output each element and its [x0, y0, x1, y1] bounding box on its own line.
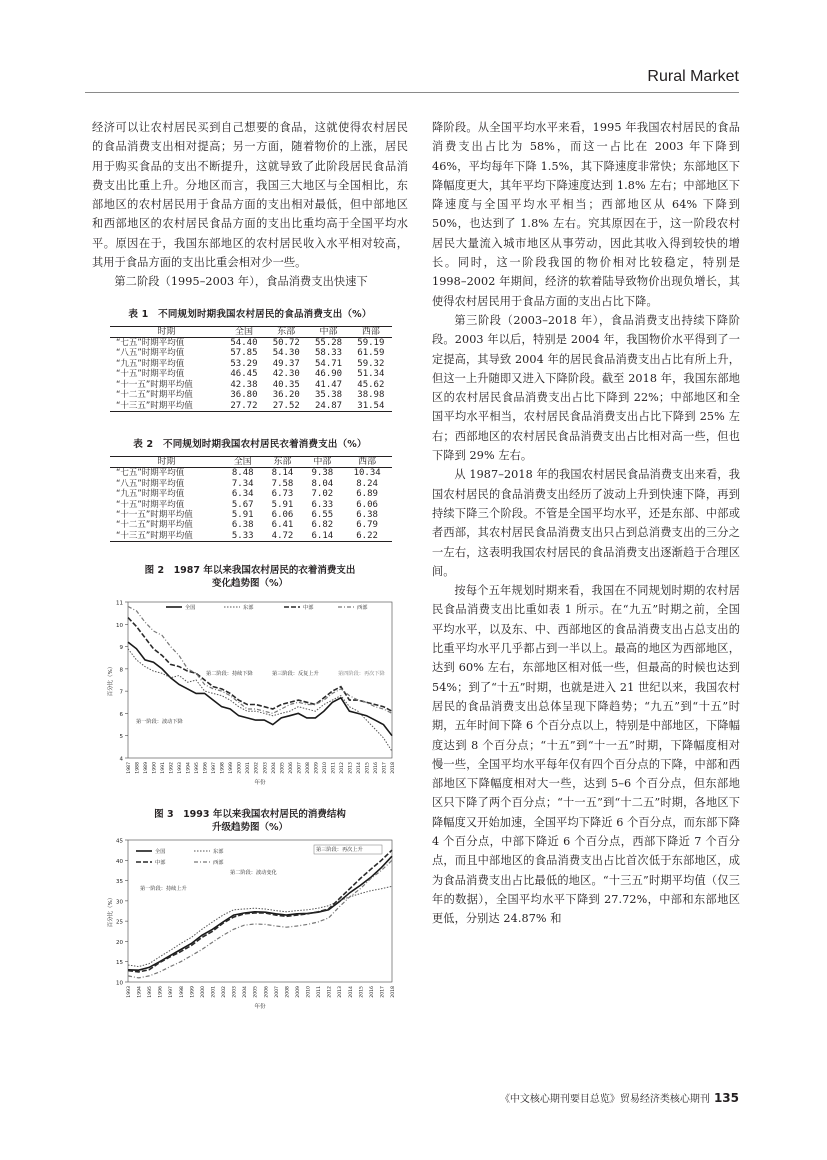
table-cell: 46.45 [230, 369, 258, 380]
table-cell: 54.40 [230, 338, 258, 349]
x-tick-label: 1998 [179, 986, 185, 998]
table-cell: “十五”时期平均值 [116, 369, 185, 380]
legend-label: 全国 [185, 605, 196, 612]
table2 [110, 456, 392, 542]
series-line-2 [128, 886, 392, 966]
table-cell: “十三五”时期平均值 [116, 530, 193, 541]
x-tick-label: 1998 [220, 762, 226, 774]
paragraph: 降阶段。从全国平均水平来看，1995 年我国农村居民的食品消费支出占比为 58%，而这一占比在 2003 年下降到 46%，平均每年下降 1.5%，其下降速度非常快；东部地区下降幅度更大，其年平均下降速度达到 1.8% 左右；中部地区下降速度与全国平均水平相当；西部地区从 64% 下降到 50%，也达到了 1.8% 左右。究其原因在于，这一阶段农村居民大量流入城市地区从事劳动，因此其收入得到较快的增长。同时，这一阶段我国的物价相对比较稳定，特别是 1998–2002 年期间，经济的软着陆导致物价出现负增长，其使得农村居民用于食品方面的支出占比下降。 [432, 121, 740, 308]
table-cell: 7.02 [311, 489, 334, 500]
table-cell: 6.89 [356, 489, 378, 500]
table-cell: 51.34 [357, 369, 385, 380]
table-row [110, 479, 392, 489]
x-tick-label: 1999 [190, 986, 196, 998]
x-tick-label: 1997 [169, 986, 175, 998]
table-cell: 8.04 [311, 478, 334, 489]
x-tick-label: 2012 [339, 762, 345, 774]
table-cell: “九五”时期平均值 [116, 489, 185, 500]
footer-journal: 《中文核心期刊要目总览》贸易经济类核心期刊 [499, 1094, 710, 1105]
table-cell: 5.67 [231, 499, 254, 510]
x-tick-label: 1991 [161, 762, 167, 774]
legend-label: 中部 [155, 860, 166, 867]
x-tick-label: 2013 [348, 762, 354, 774]
y-tick-label: 35 [116, 879, 123, 886]
y-tick-label: 6 [119, 712, 123, 719]
y-tick-label: 11 [116, 600, 123, 607]
table-row [110, 359, 392, 369]
table-cell: 50.72 [272, 338, 300, 349]
x-tick-label: 2008 [285, 986, 291, 998]
table-header: 全国 [233, 456, 252, 467]
x-tick-label: 2009 [295, 986, 301, 998]
x-tick-label: 1995 [148, 986, 154, 998]
table-cell: “八五”时期平均值 [116, 478, 185, 489]
x-tick-label: 2009 [314, 762, 320, 774]
phase-annotation: 第三阶段：反复上升 [272, 671, 319, 678]
table-row [110, 520, 392, 530]
table-cell: 36.20 [272, 390, 300, 401]
x-tick-label: 1993 [178, 762, 184, 774]
table-cell: 55.28 [314, 338, 343, 349]
series-line-3 [128, 850, 392, 972]
table-header: 东部 [277, 326, 296, 337]
table-cell: 5.91 [231, 509, 254, 520]
table-cell: 27.72 [230, 400, 258, 411]
x-tick-label: 2016 [369, 986, 375, 998]
x-tick-label: 2017 [380, 986, 386, 998]
table-cell: 7.58 [271, 478, 294, 489]
x-tick-label: 2001 [246, 762, 252, 774]
table-header: 中部 [319, 326, 338, 337]
table-cell: 54.30 [272, 348, 300, 359]
x-tick-label: 1989 [144, 762, 150, 774]
y-tick-label: 7 [119, 689, 123, 696]
phase-annotation: 第一阶段：持续上升 [140, 886, 187, 893]
table-cell: 27.52 [272, 400, 300, 411]
legend-label: 中部 [303, 605, 314, 612]
table-cell: 6.73 [271, 489, 294, 500]
x-tick-label: 2014 [356, 762, 362, 774]
table-cell: 59.19 [357, 338, 385, 349]
x-tick-label: 2010 [306, 986, 312, 998]
y-tick-label: 10 [116, 622, 123, 629]
table-cell: 9.38 [311, 468, 334, 479]
x-tick-label: 2008 [305, 762, 311, 774]
table-row [110, 390, 392, 400]
x-tick-label: 2007 [274, 986, 280, 998]
table-cell: “十二五”时期平均值 [116, 390, 193, 401]
phase-annotation: 第二阶段：波动变化 [230, 870, 277, 877]
table-cell: 42.38 [230, 379, 258, 390]
table-cell: 4.72 [271, 530, 294, 541]
table-cell: “七五”时期平均值 [116, 468, 185, 479]
table-header: 中部 [313, 456, 332, 467]
x-tick-label: 2010 [322, 762, 328, 774]
x-axis-label: 年份 [254, 780, 266, 787]
series-line-4 [128, 860, 392, 978]
y-tick-label: 40 [116, 858, 123, 865]
page-number: 135 [713, 1091, 739, 1105]
x-tick-label: 2006 [288, 762, 294, 774]
x-tick-label: 2005 [253, 986, 259, 998]
legend-label: 全国 [155, 849, 166, 856]
table-cell: 8.14 [271, 468, 294, 479]
legend-label: 西部 [213, 860, 224, 867]
legend-label: 西部 [357, 605, 368, 612]
table-header: 西部 [358, 456, 377, 467]
table-cell: 6.22 [356, 530, 378, 541]
table-cell: 6.38 [231, 520, 254, 531]
table-header-row [110, 456, 392, 467]
table-cell: 46.90 [314, 369, 343, 380]
y-tick-label: 9 [119, 645, 123, 652]
paragraph: 第三阶段（2003–2018 年），食品消费支出持续下降阶段。2003 年以后，特别是 2004 年，我国物价水平得到了一定提高，其导致 2004 年的居民食品消费支出占比有所上升，但这一上升随即又进入下降阶段。截至 2018 年，我国东部地区的农村居民食品消费支出占比下降到 22%；中部地区和全国平均水平相当，农村居民食品消费支出占比下降到 25% 左右；西部地区的农村居民食品消费支出占比相对高一些，但也下降到 29% 左右。 [432, 313, 740, 463]
table-header-row [110, 326, 392, 337]
table-cell: 8.48 [231, 468, 254, 479]
figure2-caption: 变化趋势图（%） [211, 578, 289, 590]
x-axis-label: 年份 [254, 1004, 266, 1011]
legend-label: 东部 [213, 849, 224, 856]
x-tick-label: 1995 [195, 762, 201, 774]
table2-caption: 表 2 不同规划时期我国农村居民衣着消费支出（%） [133, 438, 367, 450]
figure2-caption: 图 2 1987 年以来我国农村居民的衣着消费支出 [144, 565, 356, 577]
x-tick-label: 2012 [327, 986, 333, 998]
paragraph: 经济可以让农村居民买到自己想要的食品，这就使得农村居民的食品消费支出相对提高；另一方面，随着物价的上涨，居民用于购买食品的支出不断提升，这就导致了此阶段居民食品消费支出比重上升。分地区而言，我国三大地区与全国相比，东部地区的农村居民用于食品方面的支出相对最低，但中部地区和西部地区的农村居民食品方面的支出比重均高于全国平均水平。原因在于，我国东部地区的农村居民收入水平相对较高，其用于食品方面的支出比重会相对少一些。 [92, 121, 408, 270]
figure3-caption: 图 3 1993 年以来我国农村居民的消费结构 [154, 809, 346, 821]
table-header: 东部 [273, 456, 292, 467]
table-header: 全国 [234, 326, 253, 337]
x-tick-label: 2015 [359, 986, 365, 998]
table-row [110, 401, 392, 412]
table-cell: 6.14 [311, 530, 334, 541]
table-cell: “十一五”时期平均值 [116, 379, 193, 390]
figure2-chart [106, 592, 396, 804]
y-tick-label: 4 [119, 756, 123, 763]
table-cell: “十三五”时期平均值 [116, 400, 193, 411]
x-tick-label: 1994 [186, 762, 192, 774]
left-column [92, 118, 408, 1016]
table-row [110, 348, 392, 358]
table-row [110, 380, 392, 390]
table-cell: 57.85 [230, 348, 258, 359]
x-tick-label: 1997 [212, 762, 218, 774]
table-cell: 5.91 [271, 499, 294, 510]
table-cell: 6.41 [271, 520, 294, 531]
table-row [110, 338, 392, 349]
table-cell: 59.32 [357, 358, 385, 369]
x-tick-label: 2004 [243, 986, 249, 998]
x-tick-label: 2017 [382, 762, 388, 774]
table-row [110, 369, 392, 379]
x-tick-label: 2000 [237, 762, 243, 774]
y-tick-label: 15 [116, 960, 123, 967]
x-tick-label: 2015 [365, 762, 371, 774]
x-tick-label: 1999 [229, 762, 235, 774]
legend-label: 东部 [243, 605, 254, 612]
x-tick-label: 2018 [391, 986, 396, 998]
table-cell: 36.80 [230, 390, 258, 401]
table-cell: “八五”时期平均值 [116, 348, 185, 359]
x-tick-label: 2005 [280, 762, 286, 774]
table-cell: 45.62 [357, 379, 385, 390]
figure3-chart [106, 836, 396, 1016]
table-row [110, 489, 392, 499]
x-tick-label: 1996 [158, 986, 164, 998]
right-column [432, 118, 740, 928]
x-tick-label: 1992 [169, 762, 175, 774]
page-footer [500, 1090, 739, 1105]
x-tick-label: 2004 [271, 762, 277, 774]
y-axis-label: 百分比（%） [108, 663, 114, 697]
table-cell: 41.47 [314, 379, 343, 390]
x-tick-label: 1994 [137, 986, 143, 998]
header-rule [85, 92, 739, 93]
phase-annotation: 第四阶段：再次下降 [338, 671, 385, 678]
table-row [110, 531, 392, 542]
y-tick-label: 30 [116, 899, 123, 906]
x-tick-label: 2007 [297, 762, 303, 774]
x-tick-label: 2016 [373, 762, 379, 774]
table-cell: 35.38 [314, 390, 343, 401]
x-tick-label: 2002 [254, 762, 260, 774]
table-cell: 6.06 [356, 499, 378, 510]
x-tick-label: 1990 [152, 762, 158, 774]
table-header: 时期 [157, 326, 176, 337]
table1-caption: 表 1 不同规划时期我国农村居民的食品消费支出（%） [128, 308, 372, 320]
paragraph: 第二阶段（1995–2003 年），食品消费支出快速下 [114, 275, 368, 289]
table-cell: 42.30 [272, 369, 300, 380]
table-cell: 61.59 [357, 348, 385, 359]
x-tick-label: 1988 [135, 762, 141, 774]
table-cell: “十二五”时期平均值 [116, 520, 193, 531]
table-cell: “九五”时期平均值 [116, 358, 185, 369]
table-cell: 38.98 [357, 390, 385, 401]
table-cell: 54.71 [314, 358, 343, 369]
plot-frame [128, 602, 392, 758]
table-cell: 6.34 [231, 489, 254, 500]
x-tick-label: 2018 [391, 762, 396, 774]
x-tick-label: 2013 [338, 986, 344, 998]
y-tick-label: 5 [119, 734, 123, 741]
paragraph: 按每个五年规划时期来看，我国在不同规划时期的农村居民食品消费支出比重如表 1 所示。在“九五”时期之前，全国平均水平，以及东、中、西部地区的食品消费支出占总支出的比重平均水平几乎都占到一半以上。最高的地区为西部地区，达到 60% 左右，东部地区相对低一些，但最高的时候也达到 54%；到了“十五”时期，也就是进入 21 世纪以来，我国农村居民的食品消费支出总体呈现下降趋势；“九五”到“十五”时期，五年时间下降 6 个百分点以上，特别是中部地区，下降幅度达到 8 个百分点；“十五”到“十一五”时期，下降幅度相对慢一些，全国平均水平每年仅有四个百分点的下降，中部和西部地区下降幅度相对大一些，达到 5–6 个百分点，但东部地区只下降了两个百分点；“十一五”到“十二五”时期，各地区下降幅度又开始加速，全国平均下降近 6 个百分点，而东部下降 4 个百分点，中部下降近 6 个百分点，西部下降近 7 个百分点，而且中部地区的食品消费支出占比首次低于东部地区，成为食品消费支出占比最低的地区。“十三五”时期平均值（仅三年的数据），全国平均水平下降到 27.72%，中部和东部地区更低，分别达 24.87% 和 [432, 584, 741, 926]
table-cell: 6.55 [311, 509, 334, 520]
y-axis-label: 百分比（%） [108, 894, 114, 928]
series-line-4 [128, 607, 392, 714]
y-tick-label: 45 [116, 838, 123, 845]
y-tick-label: 20 [116, 940, 123, 947]
table-row [110, 510, 392, 520]
table-cell: 49.37 [272, 358, 300, 369]
table-header: 时期 [157, 456, 176, 467]
figure3-caption: 升级趋势图（%） [211, 822, 289, 834]
table-header: 西部 [361, 326, 380, 337]
x-tick-label: 2006 [264, 986, 270, 998]
table-cell: 40.35 [272, 379, 300, 390]
x-tick-label: 2011 [331, 762, 337, 774]
y-tick-label: 8 [119, 667, 123, 674]
x-tick-label: 2014 [348, 986, 354, 998]
table-cell: 24.87 [314, 400, 343, 411]
table-cell: “七五”时期平均值 [116, 338, 185, 349]
paragraph: 从 1987–2018 年的我国农村居民食品消费支出来看，我国农村居民的食品消费支出经历了波动上升到快速下降，再到持续下降三个阶段。不管是全国平均水平，还是东部、中部或者西部，其农村居民食品消费支出只占到总消费支出的三分之一左右，这表明我国农村居民的食品消费支出逐渐趋于合理区间。 [432, 468, 740, 578]
table-cell: 58.33 [314, 348, 343, 359]
phase-annotation: 第三阶段：再次上升 [316, 847, 363, 854]
y-tick-label: 25 [116, 919, 123, 926]
x-tick-label: 1987 [127, 762, 132, 774]
table-cell: 7.34 [231, 478, 254, 489]
table-cell: 6.06 [271, 509, 294, 520]
table-row [110, 500, 392, 510]
y-tick-label: 10 [116, 980, 123, 987]
table-cell: “十五”时期平均值 [116, 499, 185, 510]
x-tick-label: 2003 [232, 986, 238, 998]
phase-annotation: 第一阶段：波动下降 [136, 719, 183, 726]
x-tick-label: 1996 [203, 762, 209, 774]
journal-header: Rural Market [647, 68, 739, 85]
phase-annotation: 第二阶段：持续下降 [206, 671, 253, 678]
table-cell: 8.24 [356, 478, 378, 489]
table-cell: 6.79 [356, 520, 378, 531]
plot-frame [128, 840, 392, 982]
table-cell: 5.33 [231, 530, 254, 541]
table-cell: 10.34 [353, 468, 381, 479]
table-cell: 6.38 [356, 509, 378, 520]
series-line-2 [128, 649, 392, 752]
table-cell: “十一五”时期平均值 [116, 509, 193, 520]
table-cell: 53.29 [230, 358, 258, 369]
x-tick-label: 1993 [127, 986, 132, 998]
table-cell: 6.82 [311, 520, 334, 531]
table-cell: 31.54 [357, 400, 385, 411]
x-tick-label: 2011 [317, 986, 323, 998]
table-row [110, 468, 392, 479]
x-tick-label: 2000 [200, 986, 206, 998]
x-tick-label: 2001 [211, 986, 217, 998]
table1 [110, 326, 392, 412]
table-cell: 6.33 [311, 499, 334, 510]
x-tick-label: 2003 [263, 762, 269, 774]
x-tick-label: 2002 [222, 986, 228, 998]
